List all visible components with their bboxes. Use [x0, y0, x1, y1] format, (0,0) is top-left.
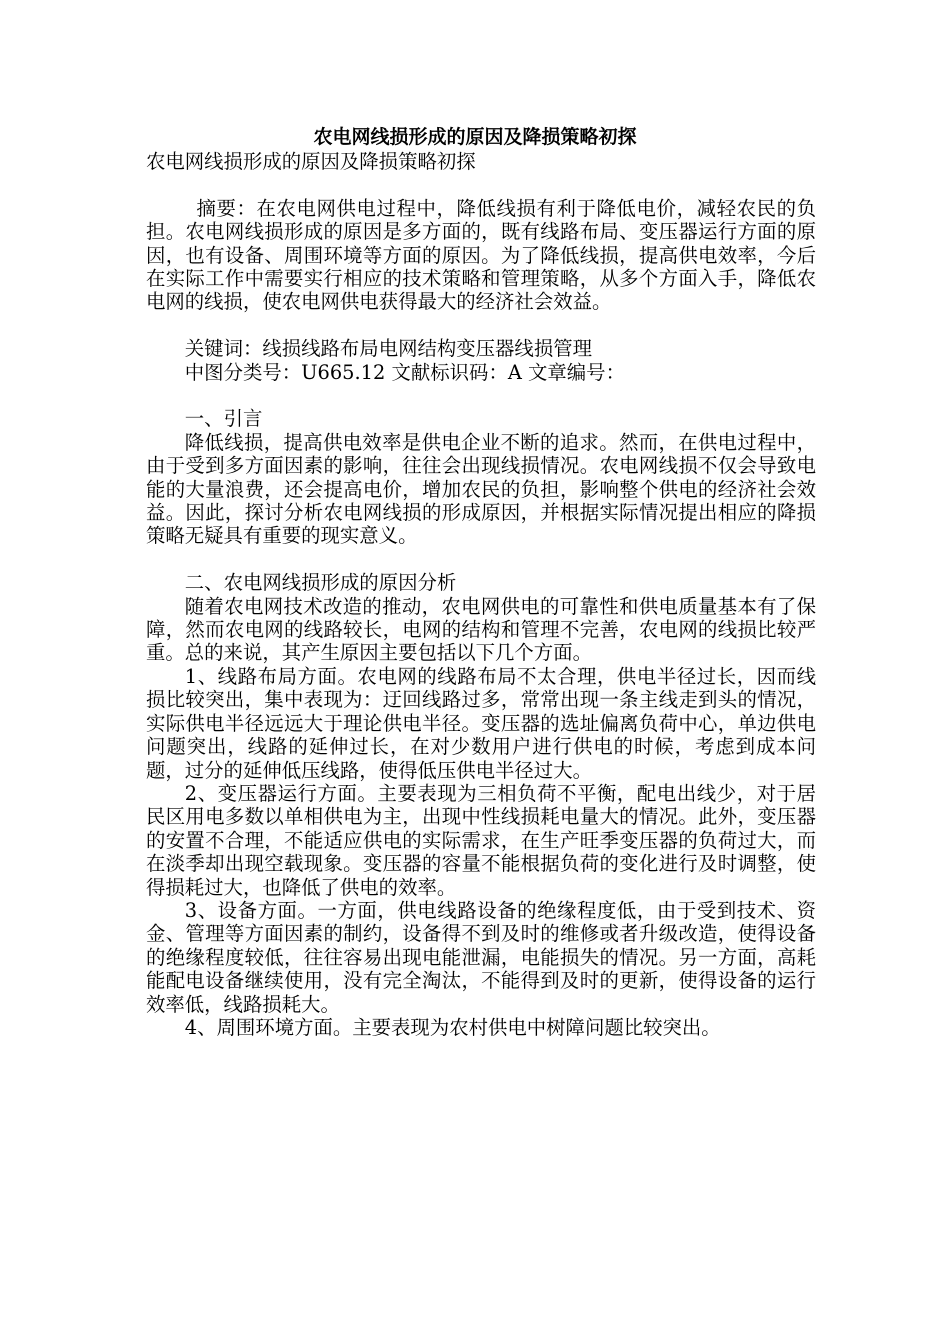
- abstract-paragraph: 摘要：在农电网供电过程中，降低线损有利于降低电价，减轻农民的负担。农电网线损形成的原因是多方面的，既有线路布局、变压器运行方面的原因，也有设备、周围环境等方面的原因。为了降低线损，提高供电效率，今后在实际工作中需要实行相应的技术策略和管理策略，从多个方面入手，降低农电网的线损，使农电网供电获得最大的经济社会效益。: [146, 196, 816, 314]
- spacer: [146, 314, 816, 337]
- classification-line: 中图分类号：U665.12 文献标识码：A 文章编号：: [184, 360, 625, 384]
- spacer: [146, 173, 816, 196]
- spacer: [146, 548, 816, 571]
- cause-item-equipment: 3、设备方面。一方面，供电线路设备的绝缘程度低，由于受到技术、资金、管理等方面因素的制约，设备得不到及时的维修或者升级改造，使得设备的绝缘程度较低，往往容易出现电能泄漏，电能损失的情况。另一方面，高耗能配电设备继续使用，没有完全淘汰，不能得到及时的更新，使得设备的运行效率低，线路损耗大。: [146, 898, 816, 1016]
- causes-intro-paragraph: 随着农电网技术改造的推动，农电网供电的可靠性和供电质量基本有了保障，然而农电网的线路较长，电网的结构和管理不完善，农电网的线损比较严重。总的来说，其产生原因主要包括以下几个方面。: [146, 594, 816, 665]
- cause-item-transformer: 2、变压器运行方面。主要表现为三相负荷不平衡，配电出线少，对于居民区用电多数以单相供电为主，出现中性线损耗电量大的情况。此外，变压器的安置不合理，不能适应供电的实际需求，在生产旺季变压器的负荷过大，而在淡季却出现空载现象。变压器的容量不能根据负荷的变化进行及时调整，使得损耗过大，也降低了供电的效率。: [146, 781, 816, 899]
- cause-item-line-layout: 1、线路布局方面。农电网的线路布局不太合理，供电半径过长，因而线损比较突出，集中表现为：迂回线路过多，常常出现一条主线走到头的情况，实际供电半径远远大于理论供电半径。变压器的选址偏离负荷中心，单边供电问题突出，线路的延伸过长，在对少数用户进行供电的时候，考虑到成本问题，过分的延伸低压线路，使得低压供电半径过大。: [146, 664, 816, 782]
- document-subtitle: 农电网线损形成的原因及降损策略初探: [146, 150, 476, 173]
- document-body: [146, 150, 816, 1039]
- document-title: 农电网线损形成的原因及降损策略初探: [313, 126, 637, 148]
- section-heading-causes: 二、农电网线损形成的原因分析: [184, 571, 457, 595]
- intro-paragraph: 降低线损，提高供电效率是供电企业不断的追求。然而，在供电过程中，由于受到多方面因素的影响，往往会出现线损情况。农电网线损不仅会导致电能的大量浪费，还会提高电价，增加农民的负担，影响整个供电的经济社会效益。因此，探讨分析农电网线损的形成原因，并根据实际情况提出相应的降损策略无疑具有重要的现实意义。: [146, 430, 816, 548]
- keywords-line: 关键词：线损线路布局电网结构变压器线损管理: [184, 337, 592, 361]
- section-heading-intro: 一、引言: [184, 407, 263, 431]
- cause-item-environment: 4、周围环境方面。主要表现为农村供电中树障问题比较突出。: [184, 1015, 721, 1039]
- spacer: [146, 384, 816, 407]
